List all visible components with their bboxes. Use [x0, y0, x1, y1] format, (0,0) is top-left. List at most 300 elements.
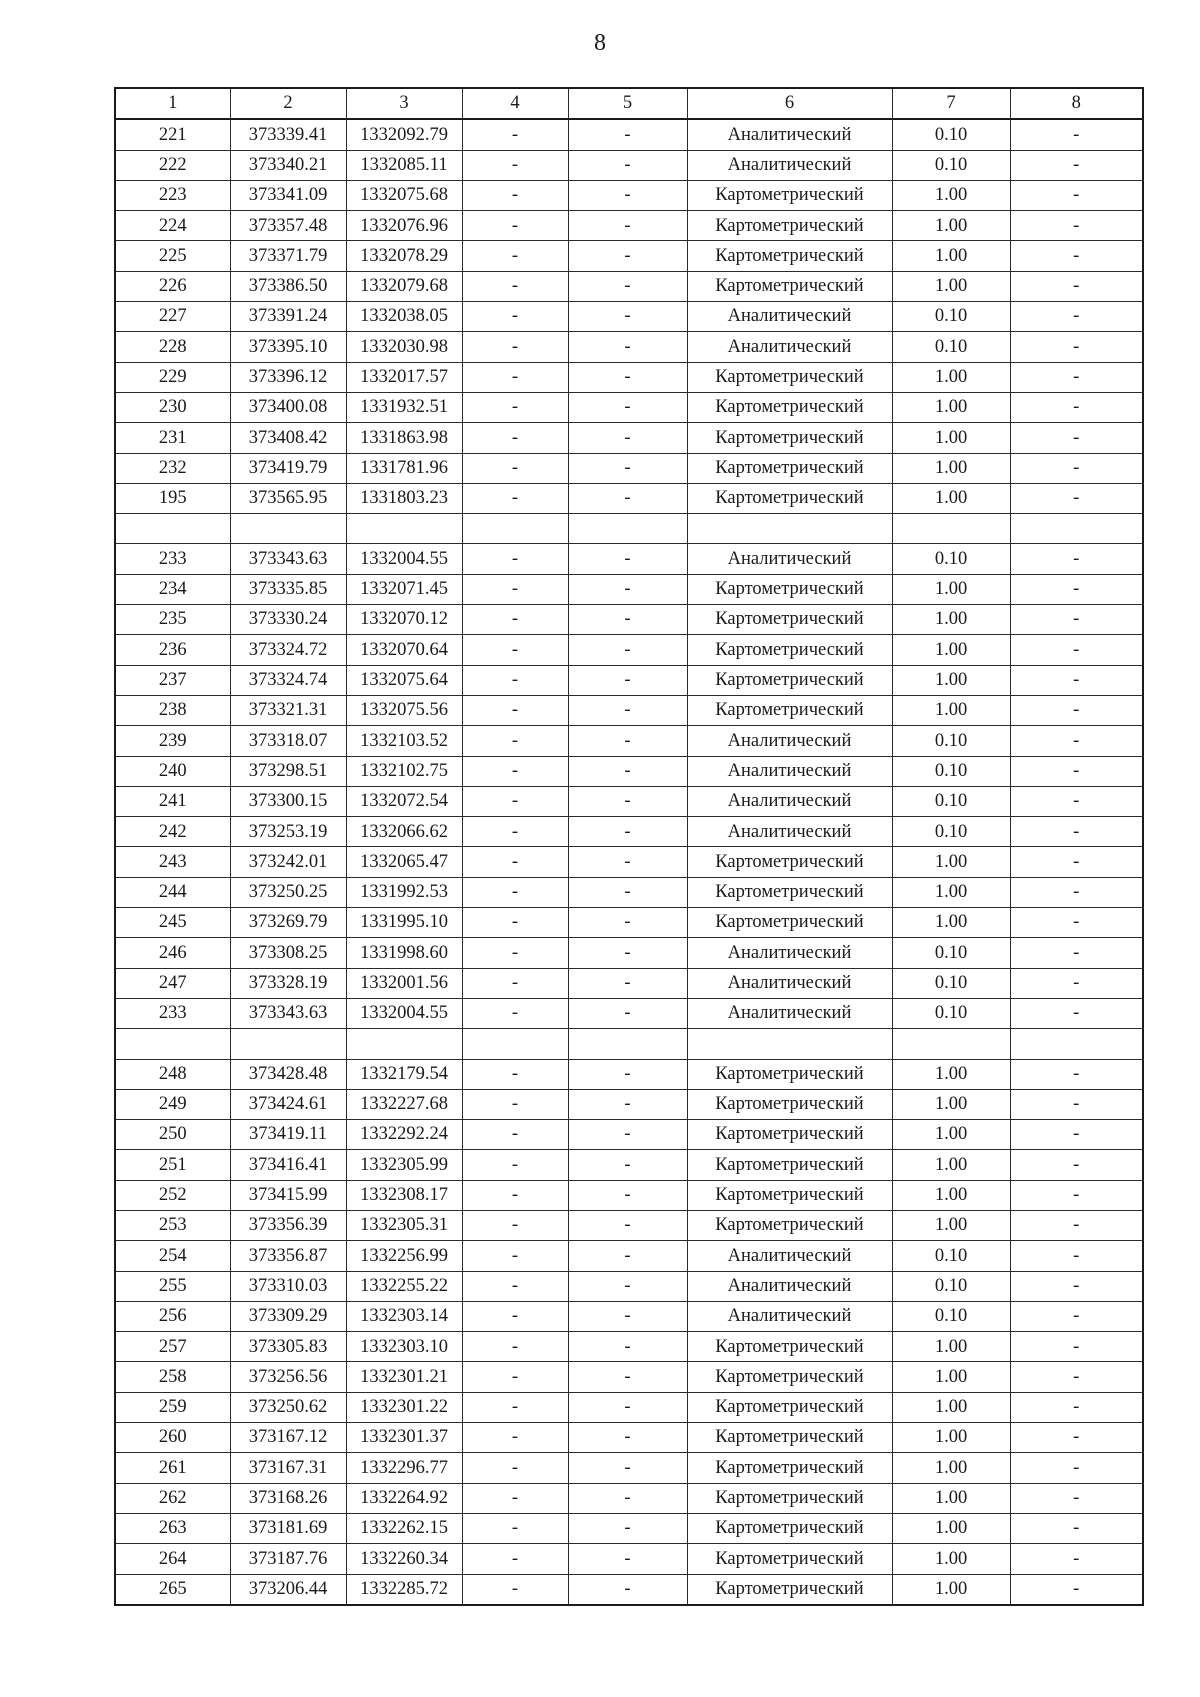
table-row	[115, 635, 1143, 665]
table-cell	[230, 1029, 346, 1059]
table-cell: -	[462, 605, 568, 635]
table-cell: 1332103.52	[346, 726, 462, 756]
table-cell: -	[568, 1392, 687, 1422]
table-cell: 373395.10	[230, 332, 346, 362]
table-cell: 1.00	[892, 1362, 1010, 1392]
table-cell: Картометрический	[687, 271, 892, 301]
table-cell: 253	[115, 1210, 230, 1240]
table-row	[115, 453, 1143, 483]
table-cell: 235	[115, 605, 230, 635]
table-cell: Аналитический	[687, 968, 892, 998]
table-row	[115, 1241, 1143, 1271]
table-cell	[346, 1029, 462, 1059]
table-cell: 251	[115, 1150, 230, 1180]
table-cell: -	[1010, 1301, 1143, 1331]
table-cell: -	[1010, 1423, 1143, 1453]
table-cell: 373335.85	[230, 574, 346, 604]
column-header: 3	[346, 88, 462, 119]
table-cell	[462, 514, 568, 544]
table-row	[115, 119, 1143, 150]
table-cell: 373187.76	[230, 1544, 346, 1574]
table-cell: Картометрический	[687, 241, 892, 271]
table-cell: -	[462, 1301, 568, 1331]
table-cell: -	[568, 635, 687, 665]
table-cell: 1331803.23	[346, 483, 462, 513]
table-cell: 1.00	[892, 908, 1010, 938]
table-cell: Картометрический	[687, 1150, 892, 1180]
table-cell: 1332102.75	[346, 756, 462, 786]
table-cell: -	[1010, 332, 1143, 362]
table-cell: 373371.79	[230, 241, 346, 271]
table-cell: 373308.25	[230, 938, 346, 968]
table-cell: 373324.72	[230, 635, 346, 665]
table-cell: 255	[115, 1271, 230, 1301]
table-cell: 1332001.56	[346, 968, 462, 998]
table-cell: 1.00	[892, 665, 1010, 695]
table-cell: -	[462, 1392, 568, 1422]
table-cell: 1332079.68	[346, 271, 462, 301]
table-cell: 1332179.54	[346, 1059, 462, 1089]
table-cell	[230, 514, 346, 544]
table-cell: -	[568, 756, 687, 786]
table-cell: 1332301.21	[346, 1362, 462, 1392]
table-cell: 232	[115, 453, 230, 483]
table-cell	[115, 514, 230, 544]
table-cell: 237	[115, 665, 230, 695]
table-cell: -	[462, 847, 568, 877]
table-cell: -	[1010, 1210, 1143, 1240]
table-cell: 1332301.37	[346, 1423, 462, 1453]
page-number: 8	[594, 30, 606, 56]
table-cell: -	[462, 119, 568, 150]
table-cell: -	[568, 1544, 687, 1574]
table-cell: 373396.12	[230, 362, 346, 392]
column-header: 4	[462, 88, 568, 119]
table-cell: Картометрический	[687, 635, 892, 665]
table-cell: 252	[115, 1180, 230, 1210]
table-cell: -	[1010, 1513, 1143, 1543]
table-cell: 259	[115, 1392, 230, 1422]
table-cell: -	[462, 1271, 568, 1301]
table-cell: 1.00	[892, 1423, 1010, 1453]
table-cell: Картометрический	[687, 1332, 892, 1362]
table-cell: Картометрический	[687, 362, 892, 392]
table-cell: -	[462, 392, 568, 422]
table-cell: 373250.25	[230, 877, 346, 907]
table-cell: 1331781.96	[346, 453, 462, 483]
table-cell: 1.00	[892, 1332, 1010, 1362]
table-cell: -	[1010, 877, 1143, 907]
table-cell: -	[462, 1362, 568, 1392]
table-cell: 1331995.10	[346, 908, 462, 938]
table-cell: -	[462, 544, 568, 574]
table-cell: 373415.99	[230, 1180, 346, 1210]
table-cell: 1332303.10	[346, 1332, 462, 1362]
table-row	[115, 1059, 1143, 1089]
table-cell: 373298.51	[230, 756, 346, 786]
table-cell: 1332071.45	[346, 574, 462, 604]
table-cell: -	[1010, 1150, 1143, 1180]
table-cell: -	[462, 1544, 568, 1574]
table-cell: -	[568, 726, 687, 756]
table-cell: -	[568, 938, 687, 968]
table-cell: -	[568, 453, 687, 483]
table-cell: 1.00	[892, 1513, 1010, 1543]
table-cell: 231	[115, 423, 230, 453]
table-cell: Картометрический	[687, 1574, 892, 1605]
table-cell: -	[568, 302, 687, 332]
table-cell: 1.00	[892, 1210, 1010, 1240]
table-cell: Аналитический	[687, 817, 892, 847]
table-cell: 230	[115, 392, 230, 422]
table-row	[115, 483, 1143, 513]
table-cell: -	[462, 1332, 568, 1362]
table-cell: 265	[115, 1574, 230, 1605]
table-cell: 1332308.17	[346, 1180, 462, 1210]
table-cell: -	[568, 119, 687, 150]
table-cell: Картометрический	[687, 908, 892, 938]
table-cell: 373309.29	[230, 1301, 346, 1331]
table-cell: 1332070.64	[346, 635, 462, 665]
table-cell: -	[568, 1089, 687, 1119]
table-cell: -	[1010, 544, 1143, 574]
table-cell: 373343.63	[230, 544, 346, 574]
table-cell: 0.10	[892, 1301, 1010, 1331]
table-cell: -	[568, 908, 687, 938]
table-cell: 0.10	[892, 786, 1010, 816]
table-row	[115, 968, 1143, 998]
table-row	[115, 1483, 1143, 1513]
table-cell: 1332075.56	[346, 695, 462, 725]
table-cell: 224	[115, 211, 230, 241]
table-row	[115, 302, 1143, 332]
table-cell: -	[568, 1301, 687, 1331]
table-cell: 1.00	[892, 847, 1010, 877]
table-cell: -	[1010, 362, 1143, 392]
table-cell: -	[1010, 756, 1143, 786]
table-cell: 1332030.98	[346, 332, 462, 362]
table-cell: 1.00	[892, 392, 1010, 422]
table-cell: -	[568, 968, 687, 998]
table-cell: 248	[115, 1059, 230, 1089]
table-cell: 233	[115, 998, 230, 1028]
table-cell: 1.00	[892, 1544, 1010, 1574]
table-cell: -	[568, 1120, 687, 1150]
table-cell: Аналитический	[687, 544, 892, 574]
table-cell: 1.00	[892, 1120, 1010, 1150]
table-cell: 373565.95	[230, 483, 346, 513]
table-cell: -	[1010, 938, 1143, 968]
table-cell: 0.10	[892, 150, 1010, 180]
table-row	[115, 1513, 1143, 1543]
table-cell: 1332260.34	[346, 1544, 462, 1574]
table-cell: 0.10	[892, 726, 1010, 756]
table-cell: -	[462, 726, 568, 756]
coordinates-table	[114, 87, 1144, 1606]
table-row	[115, 544, 1143, 574]
table-cell: 373428.48	[230, 1059, 346, 1089]
table-cell: -	[568, 362, 687, 392]
table-cell: -	[568, 877, 687, 907]
column-header: 2	[230, 88, 346, 119]
table-cell	[462, 1029, 568, 1059]
table-cell: -	[568, 695, 687, 725]
table-cell: Картометрический	[687, 453, 892, 483]
table-cell: -	[462, 817, 568, 847]
table-cell: 1332017.57	[346, 362, 462, 392]
table-cell: -	[1010, 998, 1143, 1028]
table-row	[115, 150, 1143, 180]
table-cell: 1.00	[892, 605, 1010, 635]
table-cell: -	[462, 695, 568, 725]
table-cell: 373356.87	[230, 1241, 346, 1271]
table-row	[115, 1574, 1143, 1605]
table-cell: 1332292.24	[346, 1120, 462, 1150]
table-cell: 246	[115, 938, 230, 968]
table-cell: -	[1010, 453, 1143, 483]
table-cell: -	[1010, 786, 1143, 816]
table-cell: Аналитический	[687, 726, 892, 756]
table-cell: 1332227.68	[346, 1089, 462, 1119]
table-cell: -	[568, 1453, 687, 1483]
table-cell: 1332076.96	[346, 211, 462, 241]
column-header: 1	[115, 88, 230, 119]
table-cell: 373300.15	[230, 786, 346, 816]
table-cell: -	[568, 998, 687, 1028]
table-cell: 373391.24	[230, 302, 346, 332]
table-cell	[568, 514, 687, 544]
column-header: 8	[1010, 88, 1143, 119]
table-row	[115, 756, 1143, 786]
table-cell: -	[462, 908, 568, 938]
table-cell: 1332262.15	[346, 1513, 462, 1543]
table-cell: Картометрический	[687, 1089, 892, 1119]
table-cell: 1332264.92	[346, 1483, 462, 1513]
table-cell: 1331863.98	[346, 423, 462, 453]
table-cell: Картометрический	[687, 1453, 892, 1483]
table-cell: 373340.21	[230, 150, 346, 180]
table-cell: 0.10	[892, 817, 1010, 847]
table-cell: 1.00	[892, 271, 1010, 301]
column-header: 6	[687, 88, 892, 119]
table-cell: Картометрический	[687, 605, 892, 635]
table-cell: Картометрический	[687, 1423, 892, 1453]
table-cell: -	[462, 968, 568, 998]
table-row	[115, 1423, 1143, 1453]
table-cell: 225	[115, 241, 230, 271]
table-cell: 1.00	[892, 483, 1010, 513]
table-cell: 373318.07	[230, 726, 346, 756]
table-cell: 223	[115, 180, 230, 210]
table-cell: 373424.61	[230, 1089, 346, 1119]
table-cell: -	[568, 1574, 687, 1605]
table-cell: -	[1010, 1483, 1143, 1513]
table-cell: 373330.24	[230, 605, 346, 635]
table-cell: Картометрический	[687, 211, 892, 241]
table-cell: -	[1010, 1392, 1143, 1422]
table-cell	[892, 514, 1010, 544]
table-cell: 1332085.11	[346, 150, 462, 180]
table-cell: 373310.03	[230, 1271, 346, 1301]
table-cell: 1.00	[892, 423, 1010, 453]
table-cell: 258	[115, 1362, 230, 1392]
table-cell: 1332296.77	[346, 1453, 462, 1483]
table-cell: -	[568, 211, 687, 241]
table-cell: Картометрический	[687, 392, 892, 422]
table-cell: 373419.79	[230, 453, 346, 483]
table-cell: 245	[115, 908, 230, 938]
table-cell: 1332078.29	[346, 241, 462, 271]
table-cell: 222	[115, 150, 230, 180]
table-cell: 238	[115, 695, 230, 725]
column-header: 7	[892, 88, 1010, 119]
table-row	[115, 1301, 1143, 1331]
table-cell: -	[1010, 1241, 1143, 1271]
table-cell: 373168.26	[230, 1483, 346, 1513]
table-cell: -	[1010, 1180, 1143, 1210]
table-cell: 249	[115, 1089, 230, 1119]
table-cell	[346, 514, 462, 544]
table-cell: 1332305.31	[346, 1210, 462, 1240]
table-row	[115, 998, 1143, 1028]
table-cell: -	[462, 1241, 568, 1271]
table-cell: 1331992.53	[346, 877, 462, 907]
table-cell: 373167.12	[230, 1423, 346, 1453]
table-cell: Картометрический	[687, 877, 892, 907]
table-cell: 233	[115, 544, 230, 574]
table-row	[115, 665, 1143, 695]
table-cell: 1.00	[892, 1150, 1010, 1180]
table-cell: 373167.31	[230, 1453, 346, 1483]
table-cell: 1332066.62	[346, 817, 462, 847]
table-cell: -	[568, 180, 687, 210]
table-cell: Картометрический	[687, 180, 892, 210]
table-cell: 0.10	[892, 998, 1010, 1028]
table-cell: -	[1010, 271, 1143, 301]
table-cell: -	[462, 1513, 568, 1543]
table-cell: -	[1010, 1271, 1143, 1301]
table-cell: Картометрический	[687, 1362, 892, 1392]
table-cell: 1332305.99	[346, 1150, 462, 1180]
table-cell: Картометрический	[687, 695, 892, 725]
table-cell: Аналитический	[687, 938, 892, 968]
table-cell: -	[462, 1059, 568, 1089]
table-cell: Аналитический	[687, 302, 892, 332]
table-cell: Картометрический	[687, 483, 892, 513]
table-cell: -	[1010, 392, 1143, 422]
table-cell: -	[462, 877, 568, 907]
table-row	[115, 1544, 1143, 1574]
table-cell: -	[568, 1210, 687, 1240]
table-cell	[1010, 514, 1143, 544]
table-cell: 0.10	[892, 938, 1010, 968]
table-cell: 373328.19	[230, 968, 346, 998]
table-cell	[568, 1029, 687, 1059]
table-cell: 260	[115, 1423, 230, 1453]
table-row	[115, 1453, 1143, 1483]
table-cell: -	[462, 271, 568, 301]
table-cell	[892, 1029, 1010, 1059]
table-cell: -	[568, 1271, 687, 1301]
table-cell: Аналитический	[687, 1271, 892, 1301]
table-cell: -	[568, 392, 687, 422]
table-cell: 227	[115, 302, 230, 332]
table-cell: 0.10	[892, 968, 1010, 998]
table-cell: -	[1010, 726, 1143, 756]
table-cell: 240	[115, 756, 230, 786]
table-cell: -	[568, 817, 687, 847]
table-cell: -	[462, 453, 568, 483]
table-cell: 373341.09	[230, 180, 346, 210]
table-cell: Аналитический	[687, 1301, 892, 1331]
table-cell: Картометрический	[687, 1392, 892, 1422]
table-cell: 0.10	[892, 756, 1010, 786]
table-cell: Картометрический	[687, 1059, 892, 1089]
table-row	[115, 392, 1143, 422]
table-cell: -	[462, 211, 568, 241]
table-cell: 373253.19	[230, 817, 346, 847]
table-cell	[687, 514, 892, 544]
table-cell: -	[1010, 150, 1143, 180]
table-cell: -	[568, 544, 687, 574]
table-cell: -	[462, 574, 568, 604]
table-cell: 0.10	[892, 1241, 1010, 1271]
table-cell: -	[568, 483, 687, 513]
table-cell: -	[462, 423, 568, 453]
table-cell: 239	[115, 726, 230, 756]
table-cell: 373339.41	[230, 119, 346, 150]
table-cell: 0.10	[892, 332, 1010, 362]
table-cell: -	[462, 362, 568, 392]
table-cell: -	[568, 786, 687, 816]
table-cell: -	[462, 150, 568, 180]
table-cell: -	[568, 423, 687, 453]
table-cell: Аналитический	[687, 332, 892, 362]
table-row	[115, 877, 1143, 907]
table-cell: -	[1010, 423, 1143, 453]
table-cell: -	[1010, 180, 1143, 210]
table-cell: 1332038.05	[346, 302, 462, 332]
table-cell: 1332285.72	[346, 1574, 462, 1605]
table-cell: 373357.48	[230, 211, 346, 241]
table-header-row	[115, 88, 1143, 119]
table-cell: 1.00	[892, 453, 1010, 483]
table-cell: Аналитический	[687, 1241, 892, 1271]
table-cell: -	[1010, 1120, 1143, 1150]
table-row	[115, 908, 1143, 938]
table-cell: -	[1010, 1089, 1143, 1119]
table-cell: 1.00	[892, 1392, 1010, 1422]
table-cell: -	[462, 1180, 568, 1210]
table-cell: 0.10	[892, 1271, 1010, 1301]
table-cell: 1331998.60	[346, 938, 462, 968]
table-cell: 373400.08	[230, 392, 346, 422]
table-cell: 1.00	[892, 1574, 1010, 1605]
table-cell: 264	[115, 1544, 230, 1574]
table-cell: 373242.01	[230, 847, 346, 877]
table-cell: -	[462, 938, 568, 968]
table-cell: Картометрический	[687, 1210, 892, 1240]
table-cell: 1332070.12	[346, 605, 462, 635]
table-cell: 1332075.68	[346, 180, 462, 210]
table-cell: 1332065.47	[346, 847, 462, 877]
table-row	[115, 1392, 1143, 1422]
table-cell: -	[568, 150, 687, 180]
table-cell: 0.10	[892, 302, 1010, 332]
table-cell	[115, 1029, 230, 1059]
table-cell: -	[568, 271, 687, 301]
table-cell: 234	[115, 574, 230, 604]
